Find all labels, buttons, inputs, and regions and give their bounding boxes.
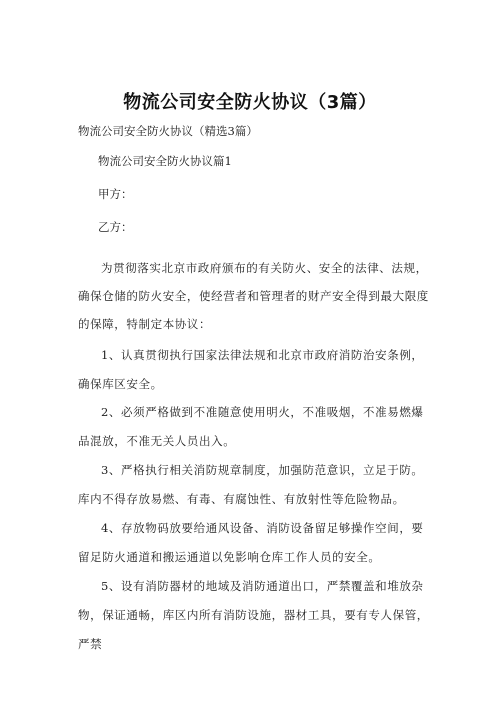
- document-subtitle: 物流公司安全防火协议（精选3篇）: [78, 124, 258, 138]
- party-a-label: 甲方：: [98, 187, 133, 201]
- party-b-label: 乙方：: [98, 220, 133, 234]
- intro-paragraph: 为贯彻落实北京市政府颁布的有关防火、安全的法律、法规，确保仓储的防火安全，使经营者和管理者的财产安全得到最大限度的保障，特制定本协议：: [78, 261, 429, 331]
- section-heading: 物流公司安全防火协议篇1: [98, 154, 232, 168]
- clause-3: 3、严格执行相关消防规章制度，加强防范意识，立足于防。库内不得存放易燃、有毒、有腐蚀性、有放射性等危险物品。: [78, 463, 424, 506]
- clause-5: 5、设有消防器材的地域及消防通道出口，严禁覆盖和堆放杂物，保证通畅，库区内所有消防设施，器材工具，要有专人保管，严禁: [78, 579, 429, 651]
- clause-4: 4、存放物码放要给通风设备、消防设备留足够操作空间，要留足防火通道和搬运通道以免影响仓库工作人员的安全。: [78, 521, 424, 564]
- clause-2: 2、必须严格做到不准随意使用明火，不准吸烟，不准易燃爆品混放，不准无关人员出入。: [78, 405, 424, 448]
- document-title: 物流公司安全防火协议（3篇）: [123, 92, 377, 113]
- clause-1: 1、认真贯彻执行国家法律法规和北京市政府消防治安条例，确保库区安全。: [78, 348, 424, 391]
